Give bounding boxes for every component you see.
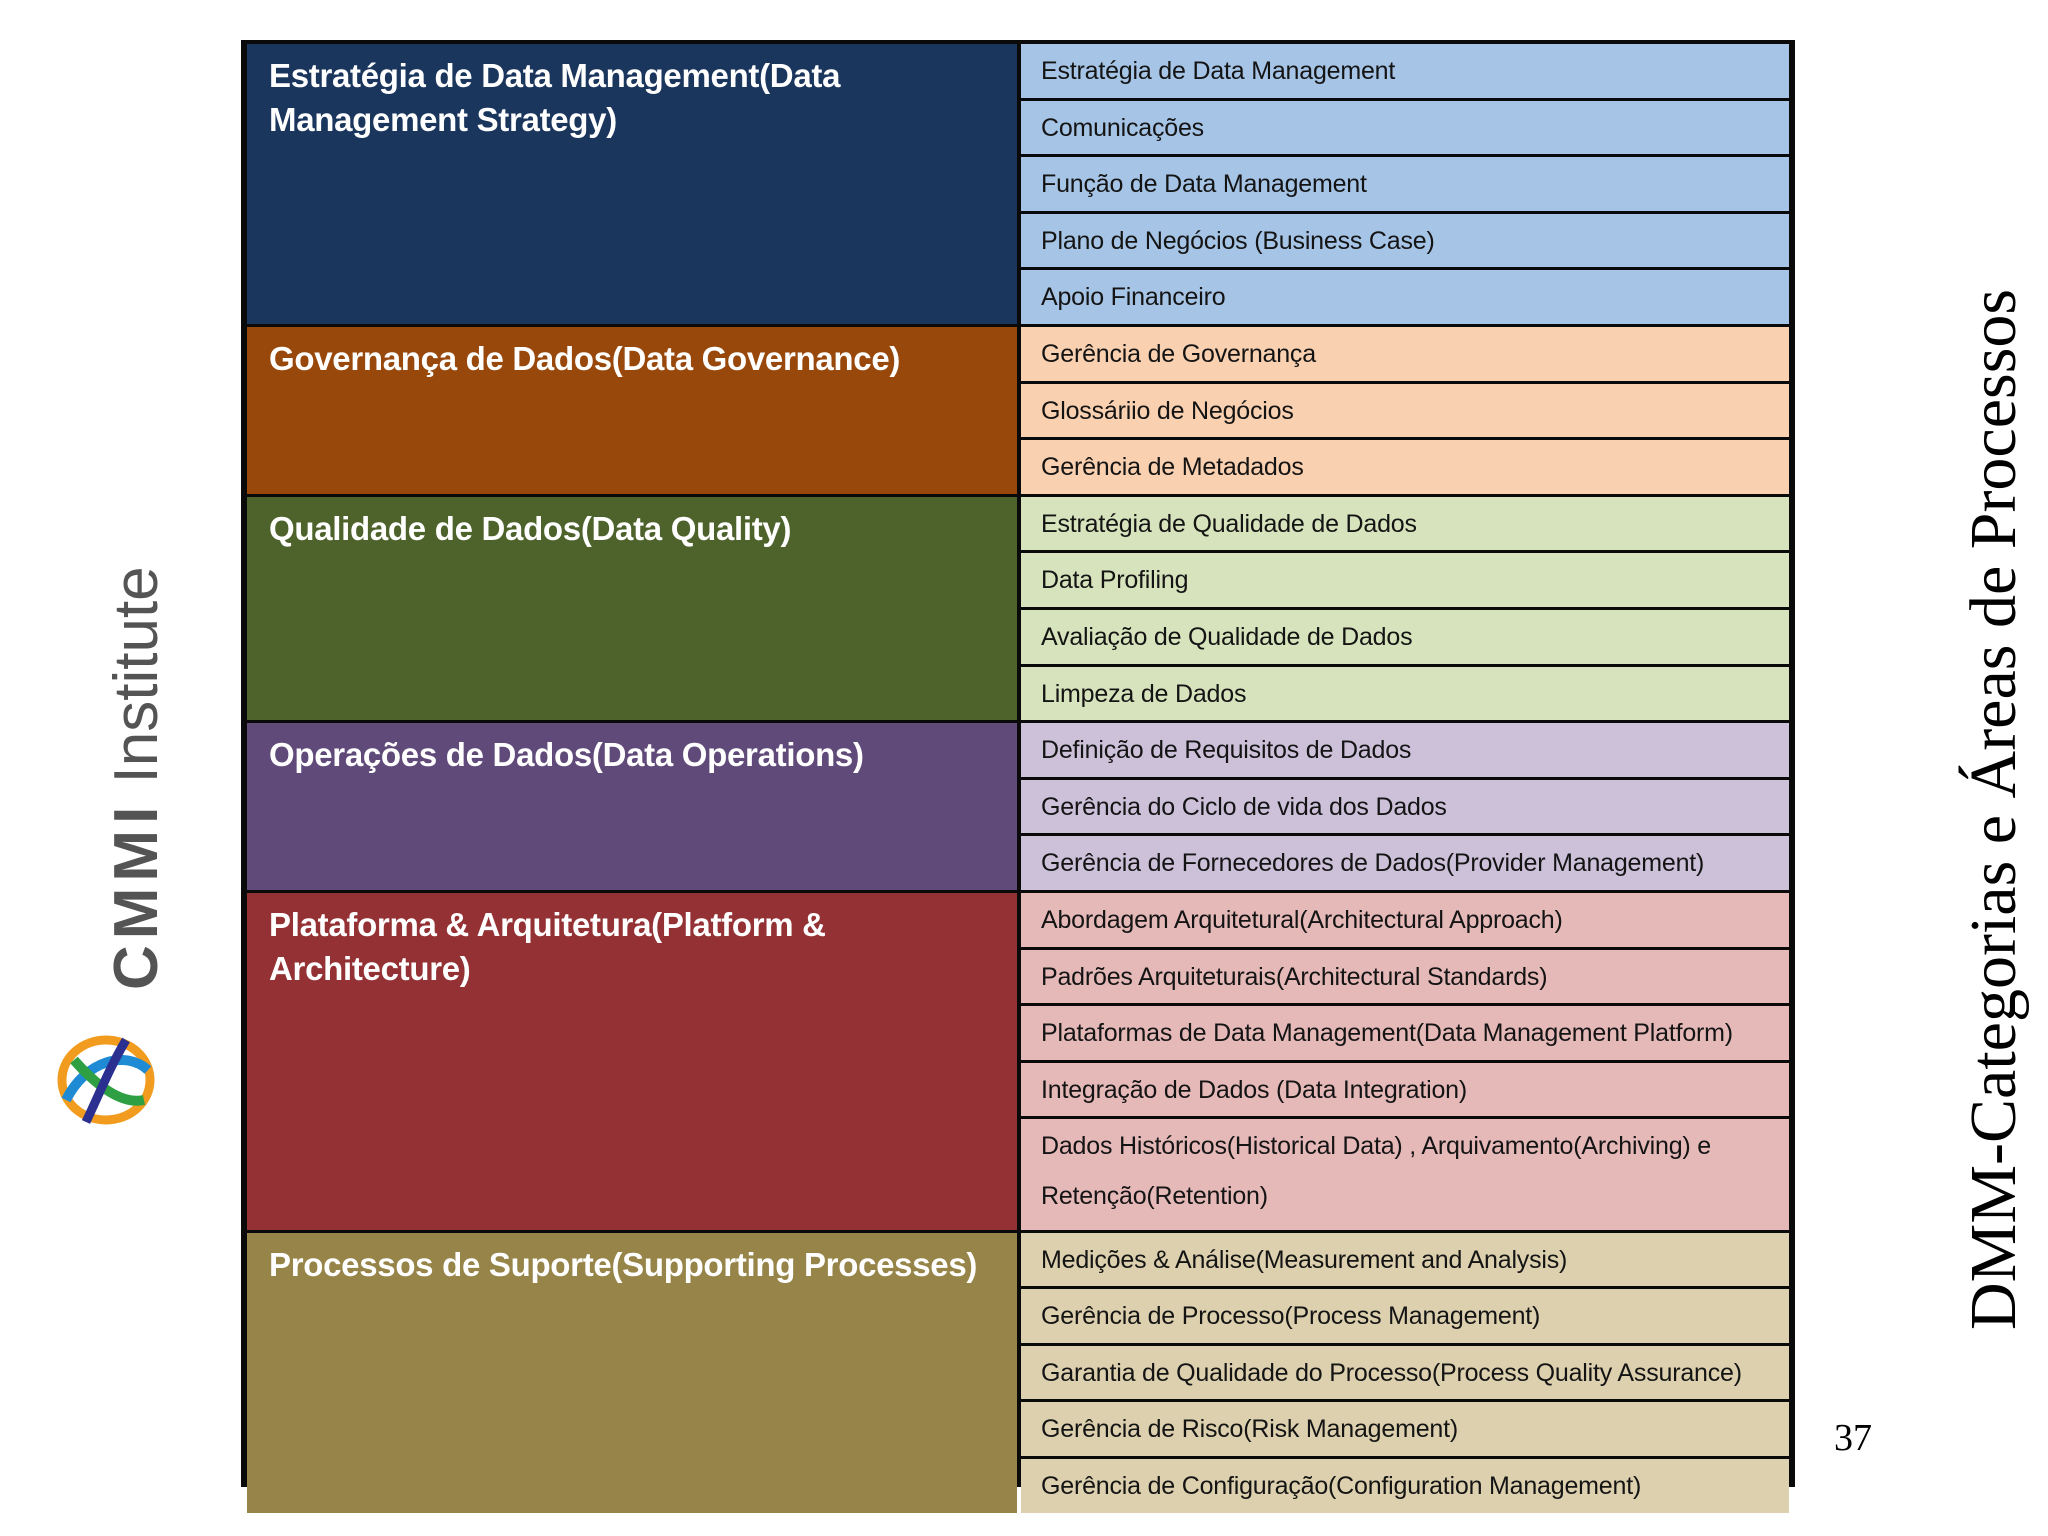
page-number: 37 (1834, 1417, 1872, 1459)
process-area: Plano de Negócios (Business Case) (1021, 214, 1789, 268)
process-area: Glossáriio de Negócios (1021, 384, 1789, 438)
process-area: Abordagem Arquitetural(Architectural Approach) (1021, 893, 1789, 947)
process-area: Medições & Análise(Measurement and Analysis) (1021, 1233, 1789, 1287)
process-area: Função de Data Management (1021, 157, 1789, 211)
slide-title: DMM-Categorias e Áreas de Processos (1957, 288, 2030, 1330)
category-4: Plataforma & Arquitetura(Platform & Architecture) (247, 893, 1017, 1230)
dmm-categories-table (241, 40, 1795, 1500)
process-area: Plataformas de Data Management(Data Management Platform) (1021, 1006, 1789, 1060)
process-area: Apoio Financeiro (1021, 270, 1789, 324)
process-area: Definição de Requisitos de Dados (1021, 723, 1789, 777)
process-area: Padrões Arquiteturais(Architectural Standards) (1021, 950, 1789, 1004)
process-area: Gerência de Metadados (1021, 440, 1789, 494)
process-area: Estratégia de Data Management (1021, 44, 1789, 98)
process-area: Gerência de Configuração(Configuration Management) (1021, 1459, 1789, 1513)
process-area: Estratégia de Qualidade de Dados (1021, 497, 1789, 551)
process-area: Avaliação de Qualidade de Dados (1021, 610, 1789, 664)
category-2: Qualidade de Dados(Data Quality) (247, 497, 1017, 720)
category-1: Governança de Dados(Data Governance) (247, 327, 1017, 494)
process-area: Dados Históricos(Historical Data) , Arquivamento(Archiving) e Retenção(Retention) (1021, 1119, 1789, 1229)
logo-wordmark (102, 566, 171, 990)
process-area: Gerência de Fornecedores de Dados(Provider Management) (1021, 836, 1789, 890)
process-area: Gerência de Governança (1021, 327, 1789, 381)
process-area: Data Profiling (1021, 553, 1789, 607)
process-area: Garantia de Qualidade do Processo(Process Quality Assurance) (1021, 1346, 1789, 1400)
category-5: Processos de Suporte(Supporting Processes) (247, 1233, 1017, 1513)
process-area: Integração de Dados (Data Integration) (1021, 1063, 1789, 1117)
process-area: Comunicações (1021, 101, 1789, 155)
category-0: Estratégia de Data Management(Data Management Strategy) (247, 44, 1017, 324)
globe-logo-icon (55, 1030, 157, 1130)
process-area: Gerência do Ciclo de vida dos Dados (1021, 780, 1789, 834)
logo-word: Institute (102, 566, 171, 784)
process-area: Gerência de Risco(Risk Management) (1021, 1402, 1789, 1456)
process-area: Gerência de Processo(Process Management) (1021, 1289, 1789, 1343)
logo-brand: CMMI (102, 800, 171, 990)
process-area: Limpeza de Dados (1021, 667, 1789, 721)
category-3: Operações de Dados(Data Operations) (247, 723, 1017, 890)
